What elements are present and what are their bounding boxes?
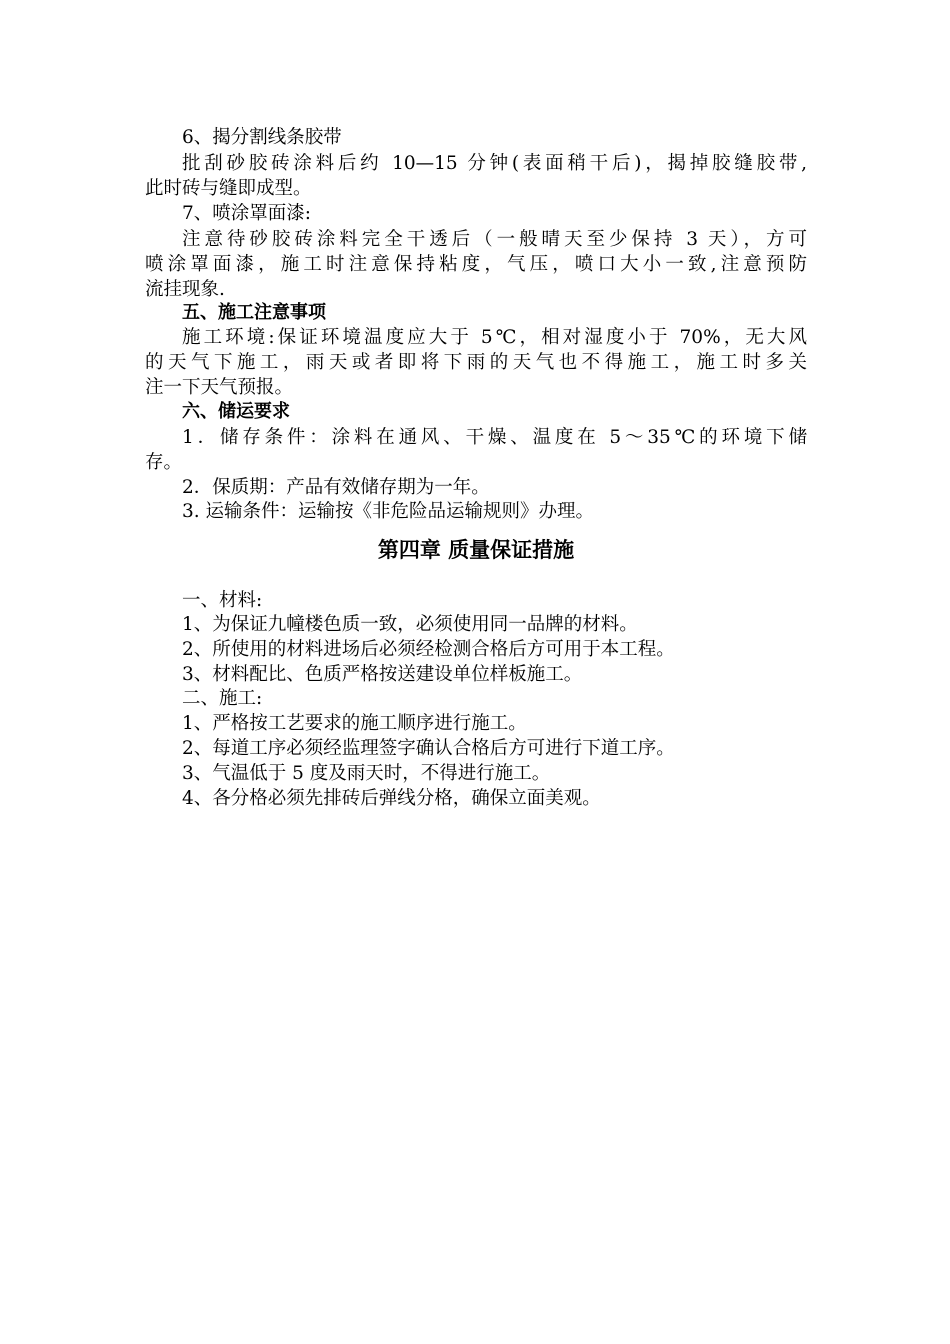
section5-paragraph-line2: 的天气下施工，雨天或者即将下雨的天气也不得施工，施工时多关 <box>145 352 807 373</box>
chapter4-title: 第四章 质量保证措施 <box>377 538 575 562</box>
step6-paragraph-line2: 此时砖与缝即成型。 <box>145 178 312 199</box>
chapter4-materials-heading: 一、材料: <box>182 590 263 611</box>
section5-paragraph-line1: 施工环境:保证环境温度应大于 5℃，相对湿度小于 70%，无大风 <box>182 327 807 348</box>
section6-heading: 六、储运要求 <box>182 401 290 422</box>
section5-paragraph-line3: 注一下天气预报。 <box>145 377 294 398</box>
chapter4-materials-item: 1、为保证九幢楼色质一致，必须使用同一品牌的材料。 <box>182 614 638 635</box>
section5-heading: 五、施工注意事项 <box>182 302 326 323</box>
chapter4-materials-item: 3、材料配比、色质严格按送建设单位样板施工。 <box>182 664 583 685</box>
section6-item2: 2．保质期：产品有效储存期为一年。 <box>182 477 490 498</box>
section6-item1-line2: 存。 <box>145 452 183 473</box>
chapter4-construction-item: 1、严格按工艺要求的施工顺序进行施工。 <box>182 713 527 734</box>
step6-heading: 6、揭分割线条胶带 <box>182 127 342 148</box>
section6-item3: 3. 运输条件：运输按《非危险品运输规则》办理。 <box>182 501 595 522</box>
step6-paragraph-line1: 批刮砂胶砖涂料后约 10—15 分钟(表面稍干后)，揭掉胶缝胶带, <box>182 153 807 174</box>
step7-paragraph-line2: 喷涂罩面漆，施工时注意保持粘度，气压，喷口大小一致,注意预防 <box>145 254 807 275</box>
step7-paragraph-line1: 注意待砂胶砖涂料完全干透后（一般晴天至少保持 3 天），方可 <box>182 229 807 250</box>
chapter4-materials-item: 2、所使用的材料进场后必须经检测合格后方可用于本工程。 <box>182 639 675 660</box>
chapter4-construction-item: 2、每道工序必须经监理签字确认合格后方可进行下道工序。 <box>182 738 675 759</box>
chapter4-construction-item: 4、各分格必须先排砖后弹线分格，确保立面美观。 <box>182 788 601 809</box>
chapter4-construction-heading: 二、施工: <box>182 688 263 709</box>
section6-item1-line1: 1．储存条件：涂料在通风、干燥、温度在 5～35℃的环境下储 <box>182 427 807 448</box>
chapter4-construction-item: 3、气温低于 5 度及雨天时，不得进行施工。 <box>182 763 551 784</box>
step7-heading: 7、喷涂罩面漆: <box>182 203 312 224</box>
step7-paragraph-line3: 流挂现象. <box>145 279 225 300</box>
